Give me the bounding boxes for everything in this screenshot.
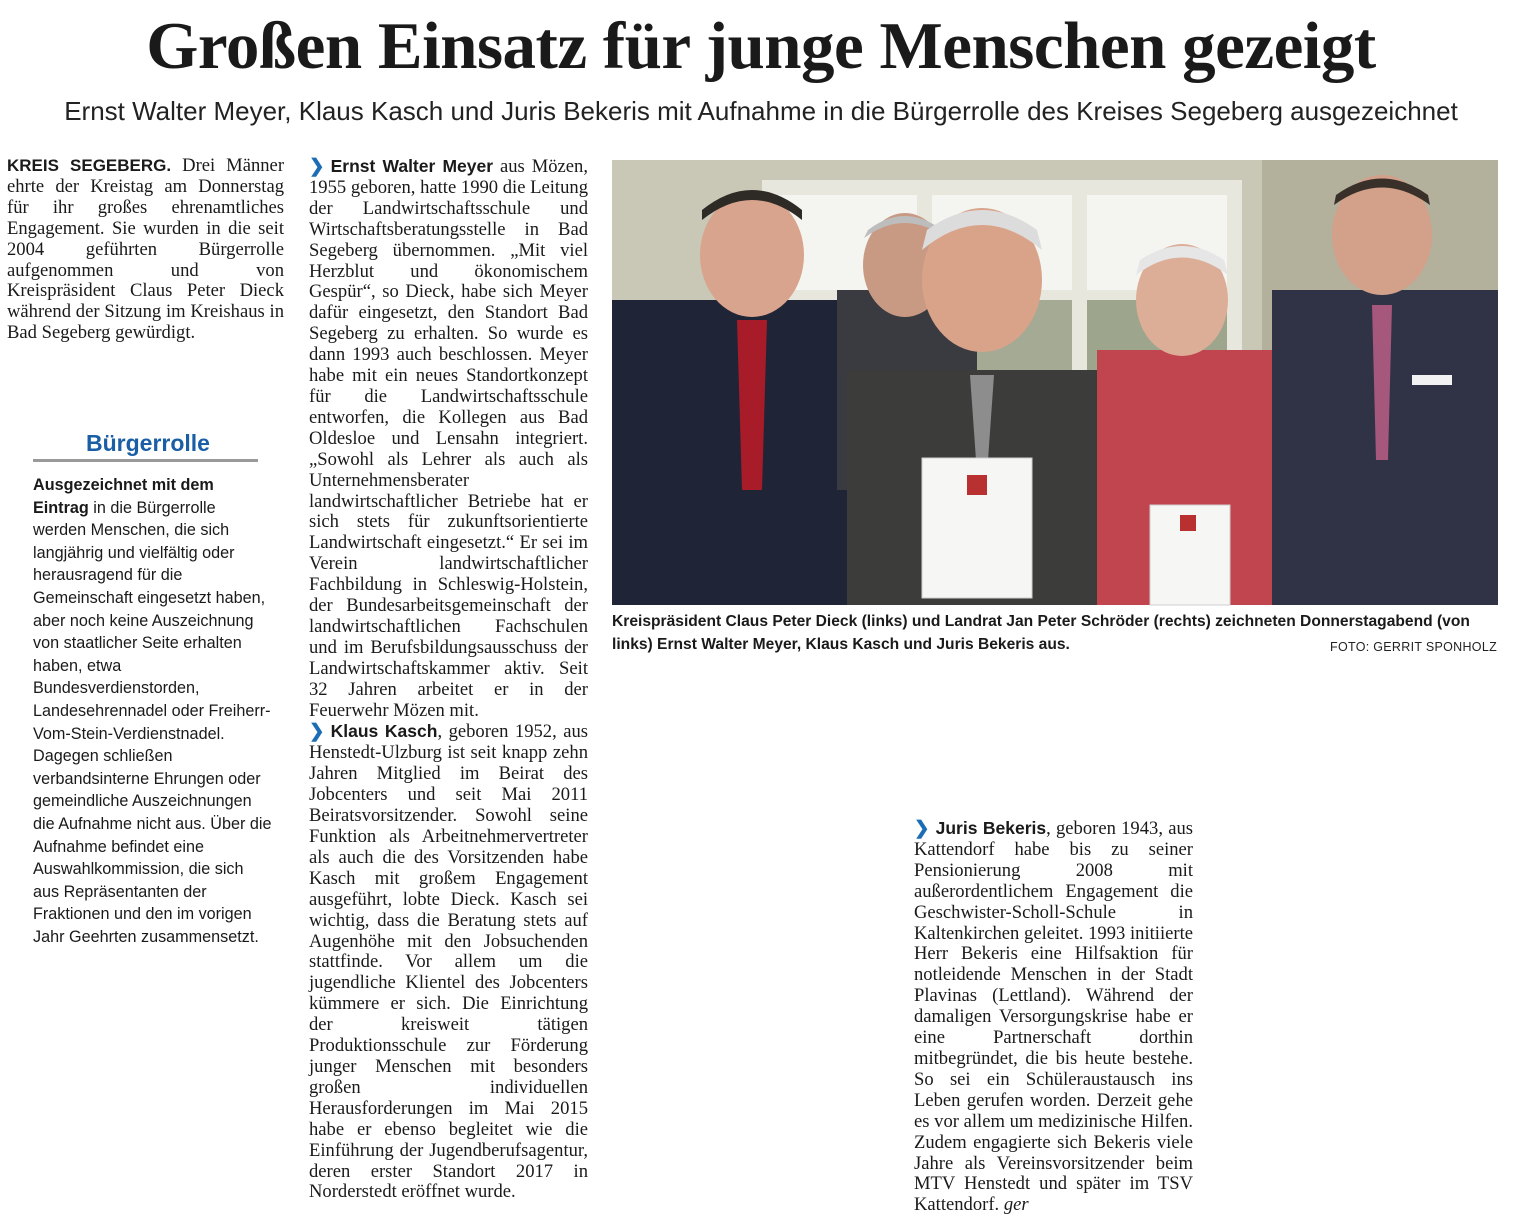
article-column-4 [914, 817, 1193, 1216]
author-tag: ger [1003, 1194, 1029, 1216]
photo-credit: FOTO: GERRIT SPONHOLZ [1330, 640, 1497, 654]
infobox-text [33, 474, 273, 948]
bekeris-text: , geboren 1943, aus Kattendorf habe bis zu seiner Pensionierung 2008 mit außerordentlichem Engagement die Geschwister-Scholl-Schule in Kaltenkirchen geleitet. 1993 initiierte Herr Bekeris eine Hilfsaktion für notleidende Menschen in der Stadt Plavinas (Lettland). Während der damaligen Versorgungskrise habe er eine Partnerschaft dorthin mitbegründet, die bis heute bestehe. So sei ein Schüleraustausch ins Leben gerufen worden. Derzeit gehe es vor allem um medizinische Hilfen. Zudem engagierte sich Bekeris viele Jahre als Vereinsvorsitzender beim MTV Henstedt und später im TSV Kattendorf. [914, 818, 1193, 1216]
kasch-name: Klaus Kasch [330, 721, 438, 742]
meyer-name: Ernst Walter Meyer [330, 156, 494, 176]
article-photo [612, 160, 1498, 605]
infobox-lead: Ausgezeichnet mit dem Eintrag [33, 476, 214, 517]
kasch-text: , geboren 1952, aus Henstedt-Ulzburg ist seit knapp zehn Jahren Mitglied im Beirat des Jobcenters und seit Mai 2011 Beiratsvorsitzender. Sowohl seine Funktion als Arbeitnehmervertreter als auch die des Vorsitzenden habe Kasch mit großem Engagement ausgeführt, lobte Dieck. Kasch sei wichtig, dass die Beratung stets auf Augenhöhe mit den Jobsuchenden stattfinde. Vor allem um die jugendliche Klientel des Jobcenters kümmere er sich. Die Einrichtung der kreisweit tätigen Produktionsschule zur Förderung junger Menschen mit besonders großen individuellen Herausforderungen im Mai 2015 habe er ebenso begleitet wie die Einführung der Jugendberufsagentur, deren erster Standort 2017 in Norderstedt eröffnet wurde. [309, 721, 588, 1203]
meyer-paragraph [309, 156, 588, 721]
chevron-right-icon: ❯ [309, 155, 325, 176]
headline: Großen Einsatz für junge Menschen gezeigt [146, 9, 1376, 83]
article-column-2 [309, 155, 588, 1203]
bekeris-paragraph [914, 818, 1193, 1216]
infobox-title: Bürgerrolle [86, 430, 210, 456]
photo-caption: Kreispräsident Claus Peter Dieck (links) und Landrat Jan Peter Schröder (rechts) zeichneten Donnerstagabend (von links) Ernst Walter Meyer, Klaus Kasch und Juris Bekeris aus. [612, 613, 1470, 653]
dateline: KREIS SEGEBERG. [7, 156, 172, 175]
infobox-body: in die Bürgerrolle werden Menschen, die sich langjährig und vielfältig oder herausragend für die Gemeinschaft eingesetzt haben, aber noch keine Auszeichnung von staatlicher Seite erhalten haben, etwa Bundesverdienstorden, Landesehrennadel oder Freiherr-Vom-Stein-Verdienstnadel. Dagegen schließen verbandsinterne Ehrungen oder gemeindliche Auszeichnungen die Aufnahme nicht aus. Über die Aufnahme befindet eine Auswahlkommission, die sich aus Repräsentanten der Fraktionen und den im vorigen Jahr Geehrten zusammensetzt. [33, 498, 272, 946]
intro-text: Drei Männer ehrte der Kreistag am Donnerstag für ihr großes ehrenamtliches Engagement. Sie wurden in die seit 2004 geführten Bürgerrolle aufgenommen und von Kreispräsident Claus Peter Dieck während der Sitzung im Kreishaus in Bad Segeberg gewürdigt. [7, 155, 285, 344]
infobox-divider [33, 459, 258, 462]
article-column-1 [7, 156, 284, 386]
bekeris-name: Juris Bekeris [935, 818, 1047, 838]
chevron-right-icon: ❯ [309, 720, 325, 742]
chevron-right-icon: ❯ [914, 817, 930, 838]
meyer-text: aus Mözen, 1955 geboren, hatte 1990 die Leitung der Landwirtschaftsschule und Wirtschaftsberatungsstelle in Bad Segeberg übernommen. „Mit viel Herzblut und ökonomischem Gespür“, so Dieck, habe sich Meyer dafür eingesetzt, den Standort Bad Segeberg zu erhalten. So wurde es dann 1993 auch beschlossen. Meyer habe mit ein neues Standortkonzept für die Landwirtschaftsschule entworfen, die Kollegen aus Bad Oldesloe und Lensahn integriert. „Sowohl als Lehrer als auch als Unternehmensberater landwirtschaftlicher Betriebe hat er sich stets für zukunftsorientierte Landwirtschaft eingesetzt.“ Er sei im Verein landwirtschaftlicher Fachbildung in Schleswig-Holstein, der Bundesarbeitsgemeinschaft der landwirtschaftlichen Fachschulen und im Berufsbildungsausschuss der Landwirtschaftskammer aktiv. Seit 32 Jahren arbeitet er in der Feuerwehr Mözen mit. [309, 156, 588, 721]
intro-paragraph [7, 156, 284, 344]
kasch-paragraph [309, 721, 588, 1203]
subheadline: Ernst Walter Meyer, Klaus Kasch und Juris Bekeris mit Aufnahme in die Bürgerrolle des Kreises Segeberg ausgezeichnet [64, 96, 1458, 126]
